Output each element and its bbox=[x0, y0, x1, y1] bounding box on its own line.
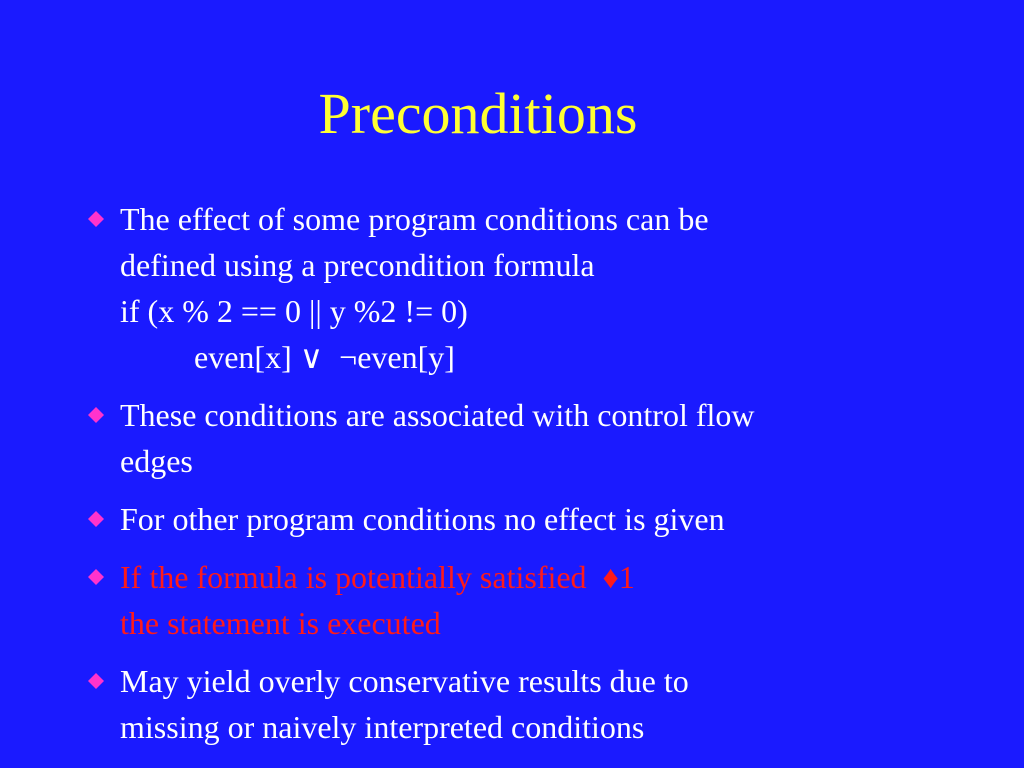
bullet-text: missing or naively interpreted conditions bbox=[120, 709, 645, 745]
bullet-text: For other program conditions no effect is given bbox=[120, 501, 725, 537]
diamond-icon bbox=[88, 407, 104, 423]
formula-line: even[x] ∨ ¬even[y] bbox=[194, 339, 455, 375]
diamond-icon bbox=[88, 673, 104, 689]
bullet-text: defined using a precondition formula bbox=[120, 247, 595, 283]
bullet-list bbox=[84, 196, 984, 750]
bullet-item bbox=[84, 496, 984, 542]
bullet-text: May yield overly conservative results due to bbox=[120, 663, 689, 699]
bullet-item-emphasis bbox=[84, 554, 984, 646]
emphasis-tail: 1 bbox=[618, 559, 635, 595]
diamond-icon bbox=[88, 569, 104, 585]
bullet-item bbox=[84, 658, 984, 750]
diamond-icon bbox=[88, 511, 104, 527]
bullet-text: edges bbox=[120, 443, 193, 479]
diamond-icon bbox=[88, 211, 104, 227]
diamond-symbol: ♦ bbox=[602, 559, 619, 595]
code-line: if (x % 2 == 0 || y %2 != 0) bbox=[120, 293, 468, 329]
bullet-item bbox=[84, 392, 984, 484]
bullet-text-emphasis bbox=[120, 554, 984, 600]
emphasis-text: If the formula is potentially satisfied bbox=[120, 559, 603, 595]
bullet-text: These conditions are associated with control flow bbox=[120, 397, 755, 433]
bullet-item bbox=[84, 196, 984, 380]
bullet-text-emphasis: the statement is executed bbox=[120, 605, 441, 641]
bullet-text: The effect of some program conditions can be bbox=[120, 201, 709, 237]
slide-title: Preconditions bbox=[318, 81, 638, 146]
